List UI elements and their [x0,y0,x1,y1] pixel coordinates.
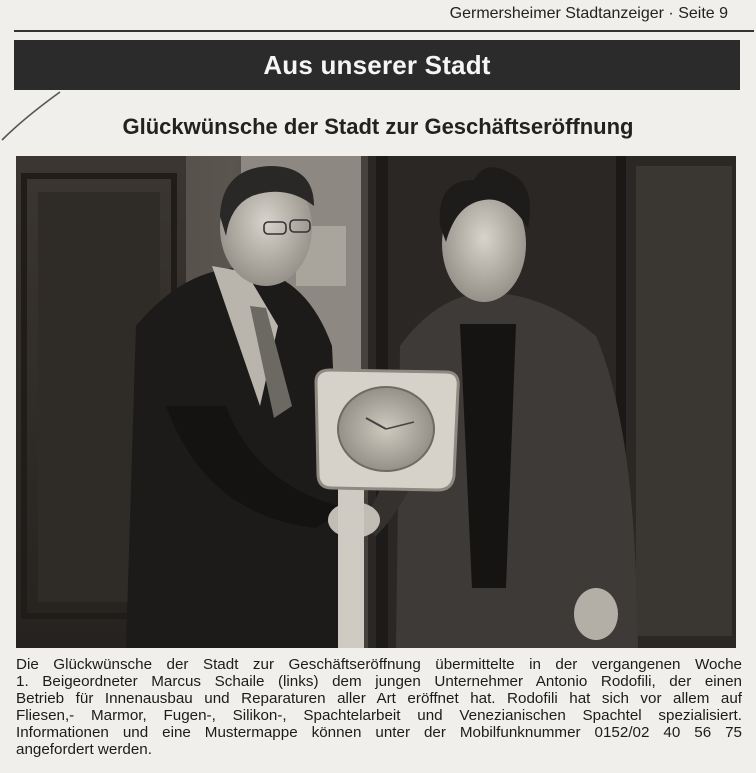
photo-illustration [16,156,736,648]
photo-caption [16,656,742,758]
caption-line: Fliesen,- Marmor, Fugen-, Silikon-, Spachtelarbeit und Venezianischen Spachtel spezialisiert. [16,707,742,724]
clock-icon [316,370,458,490]
header-rule [14,30,754,32]
caption-line: 1. Beigeordneter Marcus Schaile (links) dem jungen Unternehmer Antonio Rodofili, der einen [16,673,742,690]
running-title: Germersheimer Stadtanzeiger · Seite 9 [449,5,728,22]
article-photo [16,156,736,648]
section-title: Aus unserer Stadt [263,49,491,80]
page-header [0,0,756,32]
article-headline: Glückwünsche der Stadt zur Geschäftseröffnung [122,114,634,139]
caption-line: Die Glückwünsche der Stadt zur Geschäftseröffnung übermittelte in der vergangenen Woche [16,656,742,673]
caption-line: Betrieb für Innenausbau und Reparaturen aller Art eröffnet hat. Rodofili hat sich vor allem auf [16,690,742,707]
caption-line: angefordert werden. [16,741,152,758]
caption-line: Informationen und eine Mustermappe können unter der Mobilfunknummer 0152/02 40 56 75 [16,724,742,741]
section-banner [14,40,740,90]
